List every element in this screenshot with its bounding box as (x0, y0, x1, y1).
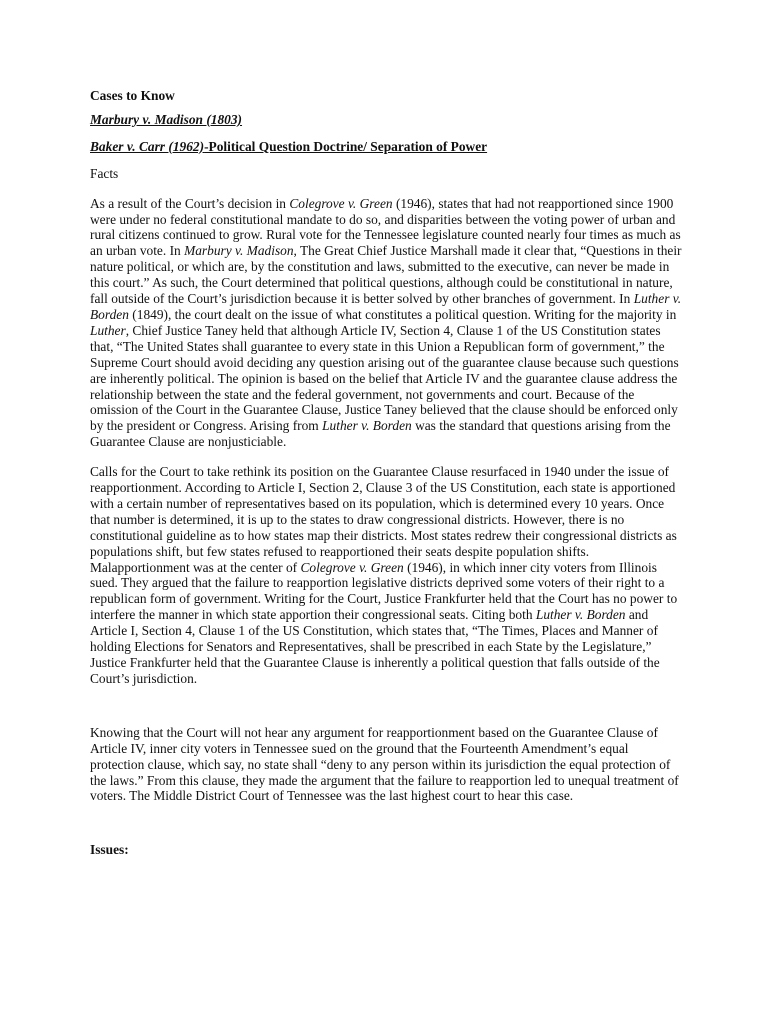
issues-heading: Issues: (90, 842, 129, 858)
paragraph-1 (90, 196, 682, 451)
text-run: was the standard that questions arising from the Guarantee Clause are nonjusticiable. (90, 418, 671, 450)
case-citation: Luther (90, 322, 126, 338)
cases-heading: Cases to Know (90, 88, 175, 103)
text-run: (1849), the court dealt on the issue of what constitutes a political question. Writing for the majority in (128, 306, 677, 322)
text-run: and Article I, Section 4, Clause 1 of the US Constitution, which states that, “The Times, Places and Manner of holding Elections for Senators and Representatives, shall be prescribed in each State by the Legislature,” Justice Frankfurter held that the Guarantee Clause is inherently a political question that falls outside of the Court’s jurisdiction. (90, 607, 660, 686)
text-run: As a result of the Court’s decision in (90, 195, 290, 211)
case-heading-marbury: Marbury v. Madison (1803) (90, 111, 243, 127)
paragraph-3 (90, 725, 682, 805)
case-name-baker: Baker v. Carr (1962) (90, 138, 205, 154)
case-heading-baker (90, 139, 682, 155)
document-body (90, 88, 682, 858)
case-citation: Colegrove v. Green (300, 559, 404, 575)
text-run: , The Great Chief Justice Marshall made it clear that, “Questions in their nature political, or which are, by the constitution and laws, submitted to the executive, can never be made in this court.” As such, the Court determined that political questions, although could be constitutional in nature, fall outside of the Court’s jurisdiction because it is better solved by other branches of government. In (90, 243, 682, 307)
paragraph-2 (90, 464, 682, 687)
case-citation: Marbury v. Madison (184, 243, 294, 259)
text-run: Knowing that the Court will not hear any argument for reapportionment based on the Guarantee Clause of Article IV, inner city voters in Tennessee sued on the ground that the Fourteenth Amendment’s equal protection clause, which say, no state shall “deny to any person within its jurisdiction the equal protection of the laws.” From this clause, they made the argument that the failure to reapportion led to unequal treatment of voters. The Middle District Court of Tennessee was the last highest court to hear this case. (90, 724, 679, 804)
text-run: , Chief Justice Taney held that although Article IV, Section 4, Clause 1 of the US Constitution states that, “The United States shall guarantee to every state in this Union a Republican form of government,” the Supreme Court should avoid deciding any question arising out of the guarantee clause because such questions are inherently political. The opinion is based on the belief that Article IV and the guarantee clause address the relationship between the state and the federal government, not governments and court. Because of the omission of the Court in the Guarantee Clause, Justice Taney believed that the clause should be enforced only by the president or Congress. Arising from (90, 322, 679, 434)
text-run: (1946), in which inner city voters from Illinois sued. They argued that the failure to reapportion legislative districts deprived some voters of their right to a republican form of government. Writing for the Court, Justice Frankfurter held that the Court has no power to interfere the manner in which state apportion their congressional seats. Citing both (90, 559, 678, 623)
case-citation: Luther v. Borden (535, 607, 626, 623)
case-topic-baker: -Political Question Doctrine/ Separation of Power (204, 138, 488, 154)
case-citation: Luther v. Borden (90, 291, 682, 322)
case-citation: Luther v. Borden (322, 418, 412, 434)
facts-label: Facts (90, 165, 119, 181)
text-run: Calls for the Court to take rethink its position on the Guarantee Clause resurfaced in 1940 under the issue of reapportionment. According to Article I, Section 2, Clause 3 of the US Constitution, each state is apportioned with a certain number of representatives based on its population, which is determined every 10 years. Once that number is determined, it is up to the states to draw congressional districts. However, there is no constitutional guideline as to how states map their districts. Most states redrew their congressional districts as populations shift, but few states refused to reapportioned their seats despite population shifts. Malapportionment was at the center of (90, 464, 677, 575)
text-run: (1946), states that had not reapportioned since 1900 were under no federal constitutional mandate to do so, and disparities between the voting power of urban and rural citizens continued to grow. Rural vote for the Tennessee legislature counted nearly four times as much as an urban vote. In (90, 195, 681, 259)
case-citation: Colegrove v. Green (289, 195, 393, 211)
